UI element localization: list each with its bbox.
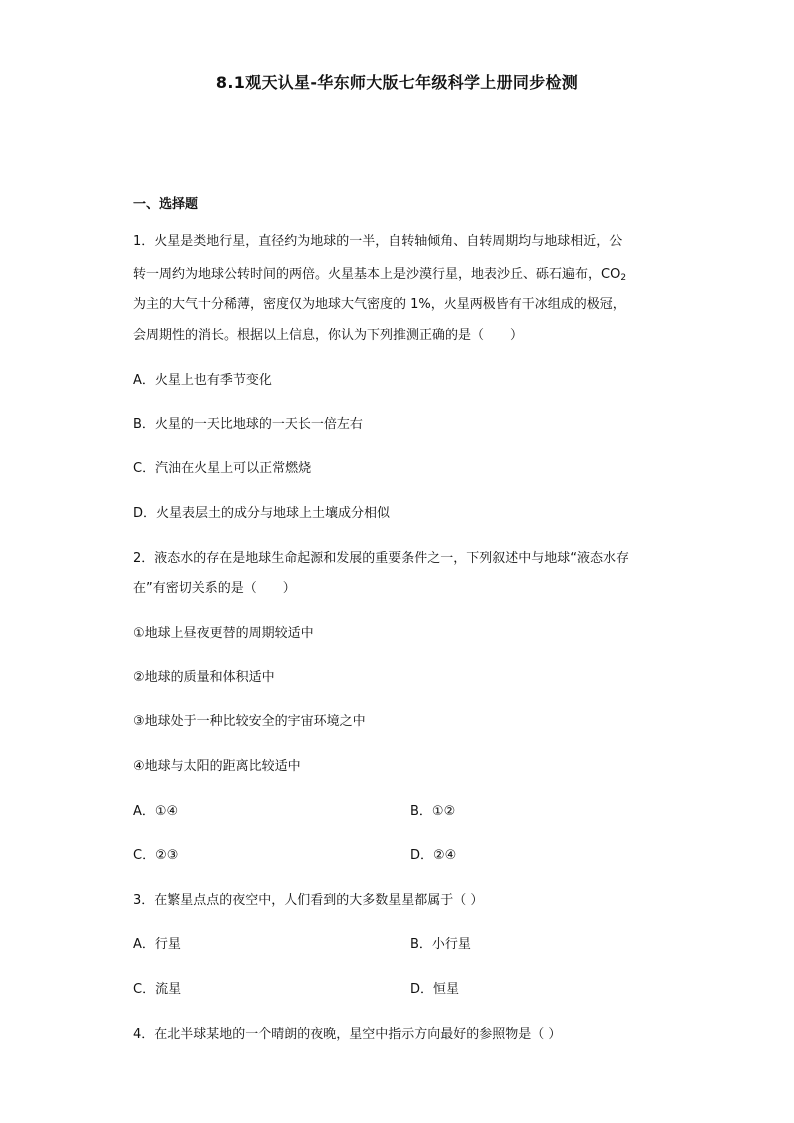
question-2-option-a: A．①④ bbox=[133, 804, 179, 819]
question-3-option-b: B．小行星 bbox=[410, 937, 471, 952]
question-3-option-a: A．行星 bbox=[133, 937, 181, 952]
question-3-option-d: D．恒星 bbox=[410, 982, 460, 997]
question-2-option-d: D．②④ bbox=[410, 848, 457, 863]
question-1-option-d: D．火星表层土的成分与地球上土壤成分相似 bbox=[133, 506, 391, 521]
question-2-statement-4: ④地球与太阳的距离比较适中 bbox=[133, 759, 301, 774]
page-title: 8.1观天认星-华东师大版七年级科学上册同步检测 bbox=[215, 73, 579, 92]
question-2-option-b: B．①② bbox=[410, 804, 456, 819]
question-1-option-a: A．火星上也有季节变化 bbox=[133, 373, 272, 388]
question-1-option-c: C．汽油在火星上可以正常燃烧 bbox=[133, 461, 312, 476]
question-3-text: 3．在繁星点点的夜空中，人们看到的大多数星星都属于（ ） bbox=[133, 893, 484, 908]
question-2-text-line-2: 在”有密切关系的是（ ） bbox=[133, 581, 296, 596]
question-1-option-b: B．火星的一天比地球的一天长一倍左右 bbox=[133, 417, 363, 432]
question-1-text-line-3: 为主的大气十分稀薄，密度仅为地球大气密度的 1%，火星两极皆有干冰组成的极冠， bbox=[133, 297, 626, 312]
question-1-text-line-4: 会周期性的消长。根据以上信息，你认为下列推测正确的是（ ） bbox=[133, 328, 524, 343]
question-4-text: 4．在北半球某地的一个晴朗的夜晚，星空中指示方向最好的参照物是（ ） bbox=[133, 1027, 562, 1042]
question-1-text-line-1: 1．火星是类地行星，直径约为地球的一半，自转轴倾角、自转周期均与地球相近，公 bbox=[133, 234, 623, 249]
question-2-statement-3: ③地球处于一种比较安全的宇宙环境之中 bbox=[133, 714, 366, 729]
section-heading: 一、选择题 bbox=[133, 197, 199, 212]
question-2-option-c: C．②③ bbox=[133, 848, 179, 863]
question-1-text-line-2: 转一周约为地球公转时间的两倍。火星基本上是沙漠行星，地表沙丘、砾石遍布，$CO_2$ bbox=[133, 267, 627, 283]
question-2-text-line-1: 2．液态水的存在是地球生命起源和发展的重要条件之一，下列叙述中与地球“液态水存 bbox=[133, 551, 630, 566]
question-2-statement-1: ①地球上昼夜更替的周期较适中 bbox=[133, 626, 314, 641]
question-2-statement-2: ②地球的质量和体积适中 bbox=[133, 670, 275, 685]
question-3-option-c: C．流星 bbox=[133, 982, 182, 997]
subscript-2: 2 bbox=[620, 273, 627, 283]
